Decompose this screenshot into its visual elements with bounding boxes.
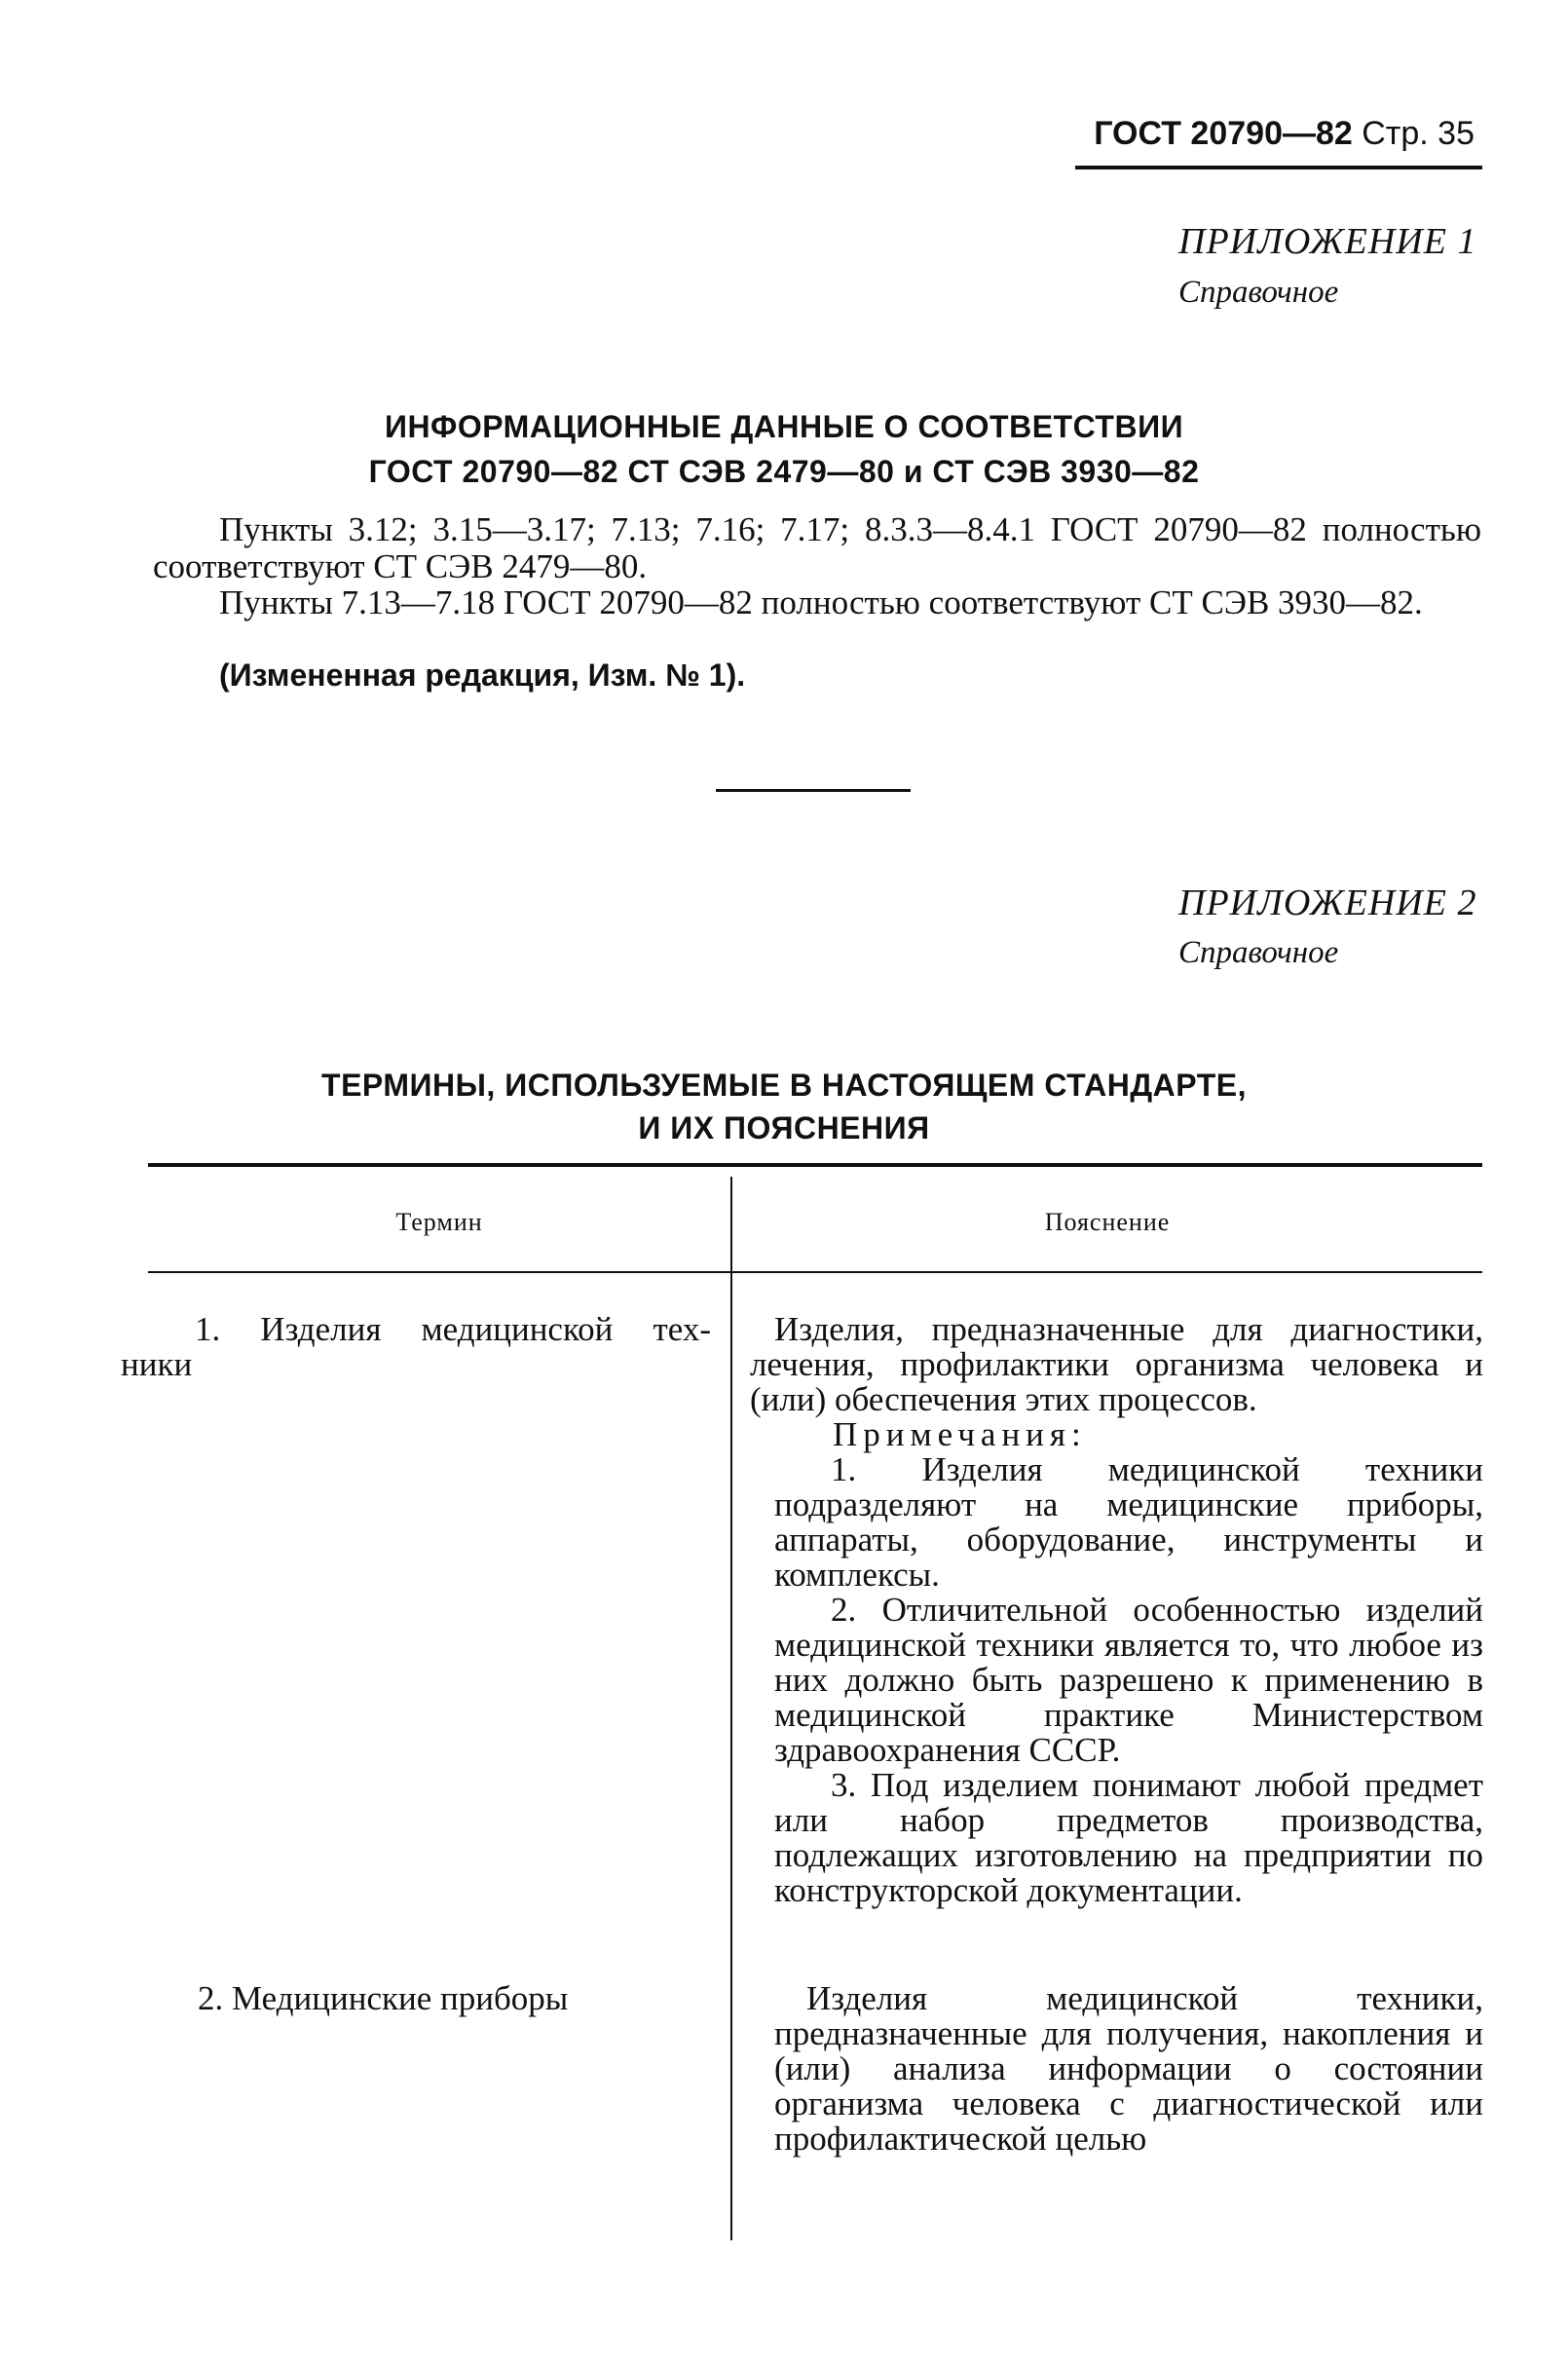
- appendix2-title-line1: ТЕРМИНЫ, ИСПОЛЬЗУЕМЫЕ В НАСТОЯЩЕМ СТАНДАРТЕ,: [321, 1068, 1247, 1103]
- appendix2-type: Справочное: [1178, 935, 1339, 970]
- table-header-rule: [148, 1271, 1482, 1273]
- header-page-number: Стр. 35: [1362, 115, 1475, 152]
- note-2: 2. Отличительной особенностью изделий медицинской техники является то, что любое из них должно быть разрешено к применению в медицинской практике Министерством здравоохранения СССР.: [774, 1591, 1483, 1769]
- table-row-2-term: 2. Медицинские приборы: [198, 1979, 569, 2017]
- appendix1-label: ПРИЛОЖЕНИЕ 1: [1178, 221, 1477, 262]
- note-3: 3. Под изделием понимают любой предмет или набор предметов производства, подлежащих изготовлению на предприятии по конструкторской документации.: [774, 1766, 1483, 1909]
- table-row-1-explanation: [750, 1310, 1483, 1909]
- appendix1-type: Справочное: [1178, 275, 1339, 310]
- section-separator: [716, 789, 911, 792]
- explanation-1-text: Изделия, предназначенные для диагностики, лечения, профилактики организма человека и (или) обеспечения этих процессов.: [750, 1310, 1483, 1418]
- term-1-line-1: 1. Изделия медицинской тех-: [195, 1310, 711, 1348]
- appendix1-title-line2: ГОСТ 20790—82 СТ СЭВ 2479—80 и СТ СЭВ 3930—82: [368, 454, 1200, 489]
- term-1-line-2: ники: [121, 1345, 193, 1383]
- appendix2-title-line2: И ИХ ПОЯСНЕНИЯ: [638, 1110, 930, 1145]
- header-rule: [1075, 166, 1482, 169]
- notes-label: Примечания:: [833, 1415, 1087, 1453]
- table-row-1-term: [121, 1310, 711, 1383]
- appendix1-title-line1: ИНФОРМАЦИОННЫЕ ДАННЫЕ О СООТВЕТСТВИИ: [384, 409, 1184, 444]
- appendix1-paragraph-2: Пункты 7.13—7.18 ГОСТ 20790—82 полностью соответствуют СТ СЭВ 3930—82.: [219, 583, 1423, 621]
- table-top-rule: [148, 1163, 1482, 1167]
- column-header-explanation: Пояснение: [1044, 1208, 1171, 1236]
- page-header: [1094, 115, 1475, 153]
- header-doc-number: ГОСТ 20790—82: [1094, 115, 1353, 152]
- column-header-term: Термин: [395, 1208, 483, 1236]
- appendix1-paragraph-1: Пункты 3.12; 3.15—3.17; 7.13; 7.16; 7.17; 8.3.3—8.4.1 ГОСТ 20790—82 полностью соответствуют СТ СЭВ 2479—80.: [153, 510, 1481, 585]
- appendix2-label: ПРИЛОЖЕНИЕ 2: [1178, 883, 1477, 923]
- table-row-2-explanation: Изделия медицинской техники, предназначенные для получения, накопления и (или) анализа информации о состоянии организма человека с диагностической или профилактической целью: [774, 1979, 1483, 2158]
- appendix1-change-note: (Измененная редакция, Изм. № 1).: [219, 657, 746, 693]
- note-1: 1. Изделия медицинской техники подразделяют на медицинские приборы, аппараты, оборудование, инструменты и комплексы.: [774, 1450, 1483, 1594]
- table-column-divider: [730, 1177, 732, 2240]
